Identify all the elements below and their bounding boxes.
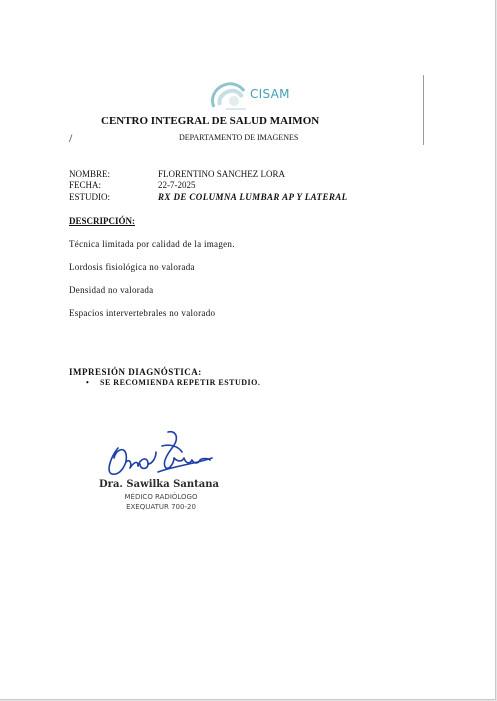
description-line: Técnica limitada por calidad de la imagen. (69, 239, 235, 249)
stray-mark: / (69, 131, 73, 145)
date-label: FECHA: (69, 180, 102, 190)
bullet-icon: • (86, 378, 90, 387)
study-label: ESTUDIO: (69, 192, 110, 202)
name-value: FLORENTINO SANCHEZ LORA (158, 169, 285, 179)
logo-text: CISAM (250, 87, 290, 101)
study-value: RX DE COLUMNA LUMBAR AP Y LATERAL (158, 192, 348, 202)
signer-exequatur: EXEQUATUR 700-20 (126, 503, 196, 511)
impression-heading: IMPRESIÓN DIAGNÓSTICA: (69, 367, 202, 377)
date-value: 22-7-2025 (158, 180, 196, 190)
description-line: Lordosis fisiológica no valorada (69, 262, 195, 272)
name-label: NOMBRE: (69, 169, 111, 179)
margin-divider (423, 75, 424, 145)
clinic-logo (206, 79, 290, 113)
signer-name: Dra. Sawilka Santana (99, 479, 219, 490)
center-name: CENTRO INTEGRAL DE SALUD MAIMON (101, 115, 320, 127)
signer-title: MÉDICO RADIÓLOGO (124, 493, 198, 501)
handwritten-signature (104, 428, 216, 482)
description-heading: DESCRIPCIÓN: (69, 216, 136, 226)
description-line: Densidad no valorada (69, 285, 154, 295)
impression-text: SE RECOMIENDA REPETIR ESTUDIO. (100, 378, 261, 387)
department-name: DEPARTAMENTO DE IMAGENES (179, 133, 299, 142)
description-line: Espacios intervertebrales no valorado (69, 308, 216, 318)
